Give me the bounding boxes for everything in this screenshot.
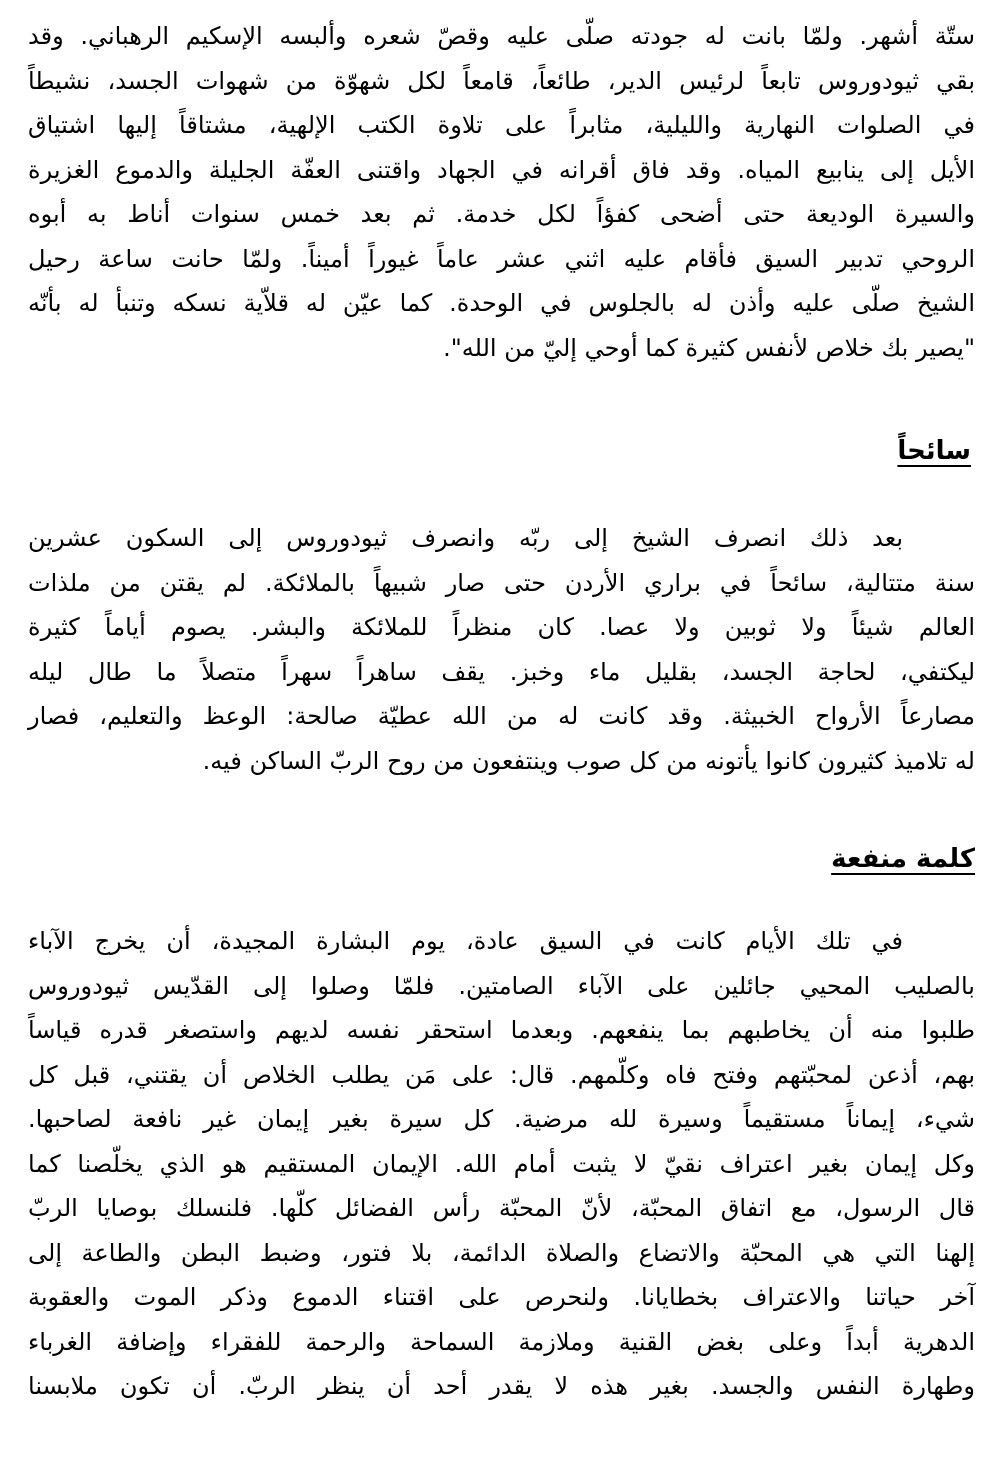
- paragraph-2: [28, 516, 975, 783]
- paragraph-line: له تلاميذ كثيرون كانوا يأتونه من كل صوب وينتفعون من روح الربّ الساكن فيه.: [202, 746, 975, 775]
- paragraph-line: الروحي تدبير السيق فأقام عليه اثني عشر عاماً غيوراً أميناً. ولمّا حانت ساعة رحيل: [28, 244, 975, 273]
- paragraph-line: في الصلوات النهارية والليلية، مثابراً على تلاوة الكتب الإلهية، مشتاقاً إليها اشتياق: [28, 111, 975, 139]
- section-heading-sa-ihan: سائحاً: [897, 436, 971, 466]
- paragraph-line: بعد ذلك انصرف الشيخ إلى ربّه وانصرف ثيودوروس إلى السكون عشرين: [28, 524, 903, 552]
- paragraph-line: الأيل إلى ينابيع المياه. وقد فاق أقرانه في الجهاد واقتنى العفّة الجليلة والدموع الغزيرة: [28, 155, 975, 184]
- section-heading-kalima-manfaa: كلمة منفعة: [831, 844, 975, 874]
- paragraph-line: مصارعاً الأرواح الخبيثة. وقد كانت له من الله عطيّة صالحة: الوعظ والتعليم، فصار: [28, 702, 975, 730]
- paragraph-line: وطهارة النفس والجسد. بغير هذه لا يقدر أحد أن ينظر الربّ. أن تكون ملابسنا: [28, 1372, 975, 1400]
- paragraph-line: بالصليب المحيي جائلين على الآباء الصامتين. فلمّا وصلوا إلى القدّيس ثيودوروس: [28, 971, 975, 1000]
- paragraph-line: "يصير بك خلاص لأنفس كثيرة كما أوحي إليّ من الله".: [443, 333, 975, 362]
- paragraph-line: بهم، أذعن لمحبّتهم وفتح فاه وكلّمهم. قال: على مَن يطلب الخلاص أن يقتني، قبل كل: [28, 1060, 975, 1089]
- paragraph-line: شيء، إيماناً مستقيماً وسيرة لله مرضية. كل سيرة بغير إيمان غير نافعة لصاحبها.: [28, 1105, 975, 1133]
- paragraph-line: آخر حياتنا والاعتراف بخطايانا. ولنحرص على اقتناء الدموع وذكر الموت والعقوبة: [28, 1283, 975, 1311]
- paragraph-line: الشيخ صلّى عليه وأذن له بالجلوس في الوحدة. كما عيّن له قلاّية نسكه وتنبأ له بأنّه: [28, 289, 975, 317]
- paragraph-line: سنة متتالية، سائحاً في براري الأردن حتى صار شبيهاً بالملائكة. لم يقتن من ملذات: [28, 568, 975, 597]
- paragraph-1: [28, 14, 975, 370]
- paragraph-3: [28, 919, 975, 1409]
- paragraph-line: قال الرسول، مع اتفاق المحبّة، لأنّ المحبّة رأس الفضائل كلّها. فلنسلك بوصايا الربّ: [28, 1194, 975, 1222]
- paragraph-line: طلبوا منه أن يخاطبهم بما ينفعهم. وبعدما استحقر نفسه لديهم واستصغر قدره قياساً: [28, 1016, 975, 1044]
- paragraph-line: إلهنا التي هي المحبّة والاتضاع والصلاة الدائمة، بلا فتور، وضبط البطن والطاعة إلى: [28, 1238, 975, 1267]
- paragraph-line: ستّة أشهر. ولمّا بانت له جودته صلّى عليه وقصّ شعره وألبسه الإسكيم الرهباني. وقد: [28, 22, 975, 50]
- paragraph-line: وكل إيمان بغير اعتراف نقيّ لا يثبت أمام الله. الإيمان المستقيم هو الذي يخلّصنا كما: [28, 1149, 975, 1178]
- paragraph-line: الدهرية أبداً وعلى بغض القنية وملازمة السماحة والرحمة للفقراء وإضافة الغرباء: [28, 1327, 975, 1356]
- paragraph-line: بقي ثيودوروس تابعاً لرئيس الدير، طائعاً، قامعاً لكل شهوّة من شهوات الجسد، نشيطاً: [28, 66, 975, 95]
- paragraph-line: والسيرة الوديعة حتى أضحى كفؤاً لكل خدمة. ثم بعد خمس سنوات أناط به أبوه: [28, 200, 975, 228]
- paragraph-line: ليكتفي، لحاجة الجسد، بقليل ماء وخبز. يقف ساهراً سهراً متصلاً ما طال ليله: [28, 657, 975, 686]
- paragraph-line: العالم شيئاً ولا ثوبين ولا عصا. كان منظراً للملائكة والبشر. يصوم أياماً كثيرة: [28, 613, 975, 641]
- paragraph-line: في تلك الأيام كانت في السيق عادة، يوم البشارة المجيدة، أن يخرج الآباء: [28, 927, 903, 955]
